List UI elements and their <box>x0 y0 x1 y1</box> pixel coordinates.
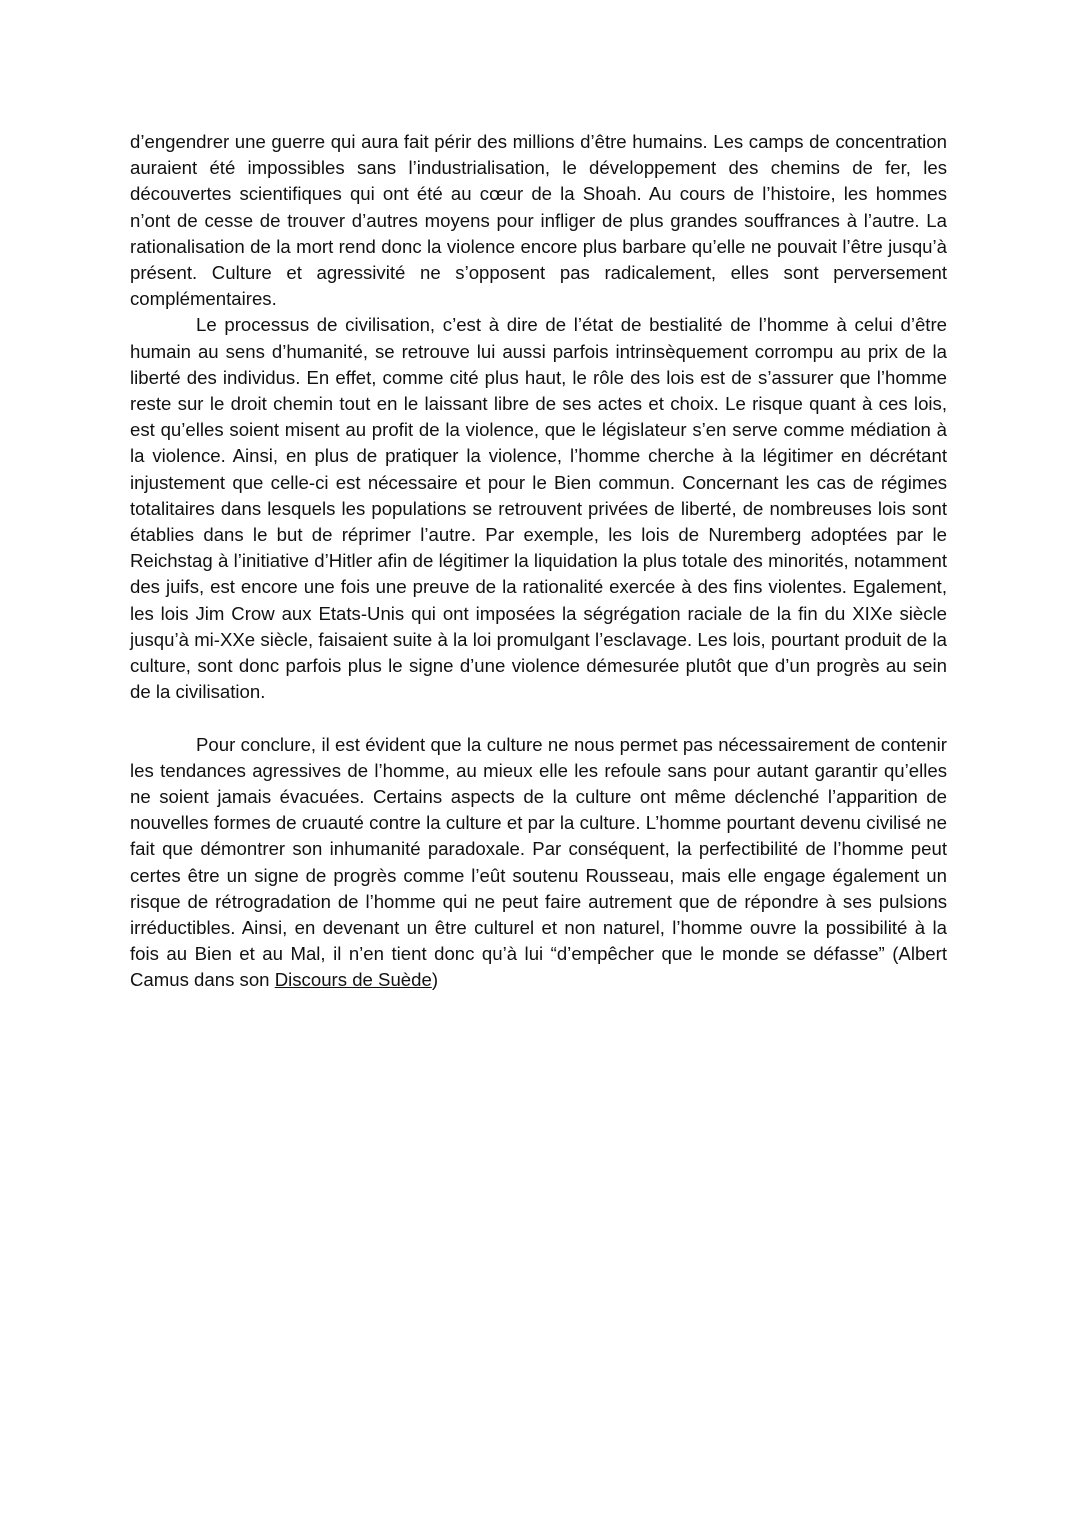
citation-closing: ) <box>431 969 439 991</box>
essay-body <box>130 129 947 994</box>
conclusion-text: Pour conclure, il est évident que la culture ne nous permet pas nécessairement de contenir les tendances agressives de l’homme, au mieux elle les refoule sans pour autant garantir qu’elles ne soient jamais évacuées. Certains aspects de la culture ont même déclenché l’apparition de nouvelles formes de cruauté contre la culture et par la culture. L’homme pourtant devenu civilisé ne fait que démontrer son inhumanité paradoxale. Par conséquent, la perfectibilité de l’homme peut certes être un signe de progrès comme l’eût soutenu Rousseau, mais elle engage également un risque de rétrogradation de l’homme qui ne peut faire autrement que de répondre à ses pulsions irréductibles. Ainsi, en devenant un être culturel et non naturel, l’homme ouvre la possibilité à la fois au Bien et au Mal, il n’en tient donc qu’à lui “d’empêcher que le monde se défasse” (Albert Camus dans son <box>130 733 947 991</box>
paragraph-spacer <box>130 705 947 731</box>
paragraph-laws: Le processus de civilisation, c’est à dire de l’état de bestialité de l’homme à celui d’être humain au sens d’humanité, se retrouve lui aussi parfois intrinsèquement corrompu au prix de la liberté des individus. En effet, comme cité plus haut, le rôle des lois est de s’assurer que l’homme reste sur le droit chemin tout en le laissant libre de ses actes et choix. Le risque quant à ces lois, est qu’elles soient misent au profit de la violence, que le législateur s’en serve comme médiation à la violence. Ainsi, en plus de pratiquer la violence, l’homme cherche à la légitimer en décrétant injustement que celle-ci est nécessaire et pour le Bien commun. Concernant les cas de régimes totalitaires dans lesquels les populations se retrouvent privées de liberté, de nombreuses lois sont établies dans le but de réprimer l’autre. Par exemple, les lois de Nuremberg adoptées par le Reichstag à l’initiative d’Hitler afin de légitimer la liquidation la plus totale des minorités, notamment des juifs, est encore une fois une preuve de la rationalité exercée à des fins violentes. Egalement, les lois Jim Crow aux Etats-Unis qui ont imposées la ségrégation raciale de la fin du XIXe siècle jusqu’à mi-XXe siècle, faisaient suite à la loi promulgant l’esclavage. Les lois, pourtant produit de la culture, sont donc parfois plus le signe d’une violence démesurée plutôt que d’un progrès au sein de la civilisation. <box>130 314 947 703</box>
paragraph-conclusion <box>130 732 947 994</box>
citation-title: Discours de Suède <box>274 969 432 991</box>
paragraph-shoah: d’engendrer une guerre qui aura fait périr des millions d’être humains. Les camps de concentration auraient été impossibles sans l’industrialisation, le développement des chemins de fer, les découvertes scientifiques qui ont été au cœur de la Shoah. Au cours de l’histoire, les hommes n’ont de cesse de trouver d’autres moyens pour infliger de plus grandes souffrances à l’autre. La rationalisation de la mort rend donc la violence encore plus barbare qu’elle ne pouvait l’être jusqu’à présent. Culture et agressivité ne s’opposent pas radicalement, elles sont perversement complémentaires. <box>130 131 947 310</box>
